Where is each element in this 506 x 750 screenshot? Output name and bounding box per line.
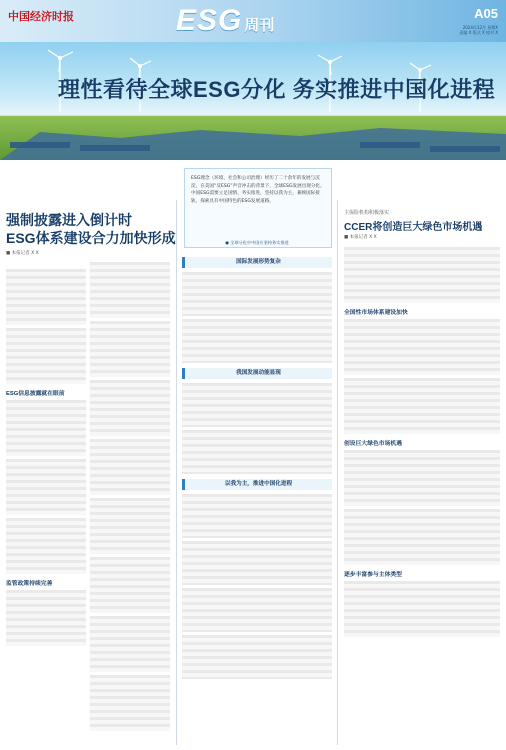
meta-date: 2024年12月 星期X bbox=[462, 25, 498, 30]
body-text-block bbox=[344, 581, 500, 637]
body-text-block bbox=[6, 269, 86, 325]
body-text-block bbox=[182, 588, 332, 632]
left-article-column-2 bbox=[90, 259, 170, 745]
page-headline: 理性看待全球ESG分化 务实推进中国化进程 bbox=[58, 77, 496, 102]
body-text-block bbox=[182, 383, 332, 427]
right-subhead-1: 全国性市场体系建设加快 bbox=[344, 310, 408, 316]
body-text-block bbox=[90, 321, 170, 377]
body-text-block bbox=[182, 541, 332, 585]
middle-subhead-3: 以我为主，推进中国化进程 bbox=[182, 479, 332, 490]
middle-subhead-1: 国际发展形势复杂 bbox=[182, 257, 332, 268]
right-article-title: CCER将创造巨大绿色市场机遇 bbox=[344, 222, 483, 233]
page-header bbox=[0, 0, 506, 42]
right-subhead-3: 逐步丰富参与主体类型 bbox=[344, 572, 402, 578]
section-main: ESG bbox=[176, 4, 243, 37]
lead-tagline: ● 全球分化中中国应坚持务实推进 bbox=[225, 240, 289, 245]
body-text-block bbox=[182, 319, 332, 363]
body-text-block bbox=[182, 635, 332, 679]
page-number: A05 bbox=[474, 6, 498, 21]
body-text-block bbox=[344, 378, 500, 434]
left-article-title-line2: ESG体系建设合力加快形成 bbox=[6, 230, 176, 246]
body-text-block bbox=[182, 272, 332, 316]
right-article-body bbox=[344, 244, 500, 745]
body-text-block bbox=[90, 439, 170, 495]
left-article-title-line1: 强制披露进入倒计时 bbox=[6, 212, 132, 228]
body-text-placeholder bbox=[6, 259, 86, 266]
body-text-block bbox=[90, 262, 170, 318]
body-text-block bbox=[6, 459, 86, 515]
body-text-block bbox=[182, 430, 332, 474]
body-text-block bbox=[90, 498, 170, 554]
body-text-block bbox=[6, 590, 86, 646]
body-text-block bbox=[6, 518, 86, 574]
middle-article bbox=[182, 252, 332, 745]
left-article-author: ■ 本报记者 X X bbox=[6, 251, 39, 256]
body-text-block bbox=[90, 675, 170, 731]
body-text-block bbox=[344, 247, 500, 303]
body-text-block bbox=[182, 494, 332, 538]
body-text-block bbox=[344, 509, 500, 565]
body-text-block bbox=[90, 557, 170, 613]
body-text-block bbox=[6, 400, 86, 456]
column-divider bbox=[176, 200, 177, 745]
body-text-block bbox=[344, 319, 500, 375]
right-article-kicker: 主保险机构积极落实 bbox=[344, 210, 390, 216]
left-article-column-1 bbox=[6, 259, 86, 745]
lead-text: ESG理念（环境、社会和公司治理）经历了二十余年的发展与沉淀，在美国“反ESG”声音冲击的背景下，全球ESG发展出现分化。中国ESG需要立足国情、务实推进，坚持以我为主，兼顾国际接轨，探索具有中国特色的ESG发展道路。 bbox=[191, 176, 325, 204]
left-subhead-1: ESG信息披露就在眼前 bbox=[6, 391, 65, 397]
right-article-author: ■ 本报记者 X X bbox=[344, 235, 377, 240]
section-sub: 周刊 bbox=[244, 17, 275, 34]
lead-box bbox=[184, 168, 332, 248]
body-text-block bbox=[6, 328, 86, 384]
left-subhead-2: 监管政策持续完善 bbox=[6, 581, 53, 587]
meta-editors: 责编 X 版式 X 校对 X bbox=[459, 30, 498, 35]
newspaper-logo: 中国经济时报 bbox=[8, 10, 74, 23]
page-meta bbox=[459, 25, 498, 35]
body-text-block bbox=[90, 616, 170, 672]
right-subhead-2: 创设巨大绿色市场机遇 bbox=[344, 441, 402, 447]
body-text-block bbox=[90, 380, 170, 436]
column-divider bbox=[337, 200, 338, 745]
section-title bbox=[176, 4, 274, 38]
middle-subhead-2: 我国发展动能显现 bbox=[182, 368, 332, 379]
body-text-block bbox=[344, 450, 500, 506]
